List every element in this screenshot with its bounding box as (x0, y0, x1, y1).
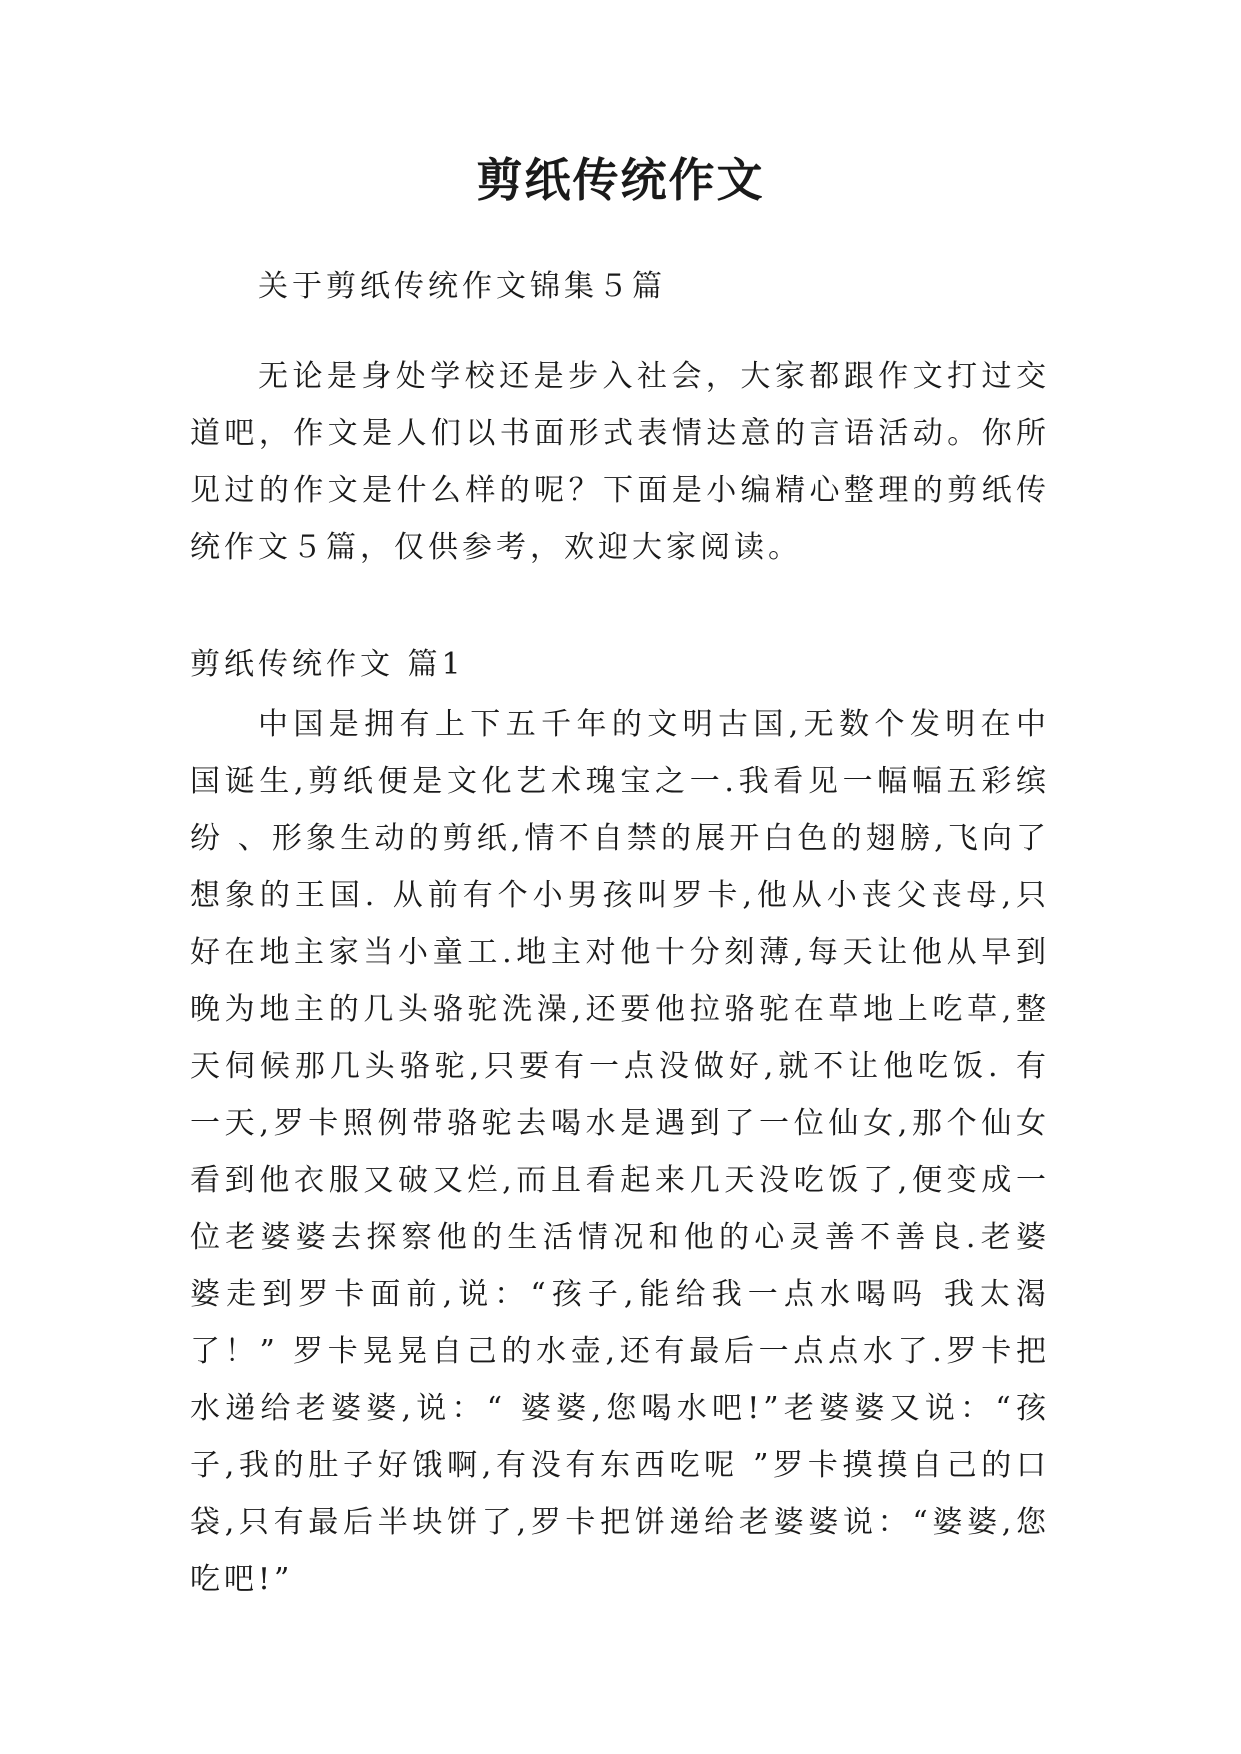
intro-paragraph: 无论是身处学校还是步入社会，大家都跟作文打过交道吧，作文是人们以书面形式表情达意的言语活动。你所见过的作文是什么样的呢？下面是小编精心整理的剪纸传统作文５篇，仅供参考，欢迎大家阅读。 (190, 359, 1050, 565)
section-body-paragraph: 中国是拥有上下五千年的文明古国,无数个发明在中国诞生,剪纸便是文化艺术瑰宝之一.我看见一幅幅五彩缤纷 、形象生动的剪纸,情不自禁的展开白色的翅膀,飞向了想象的王国. 从前有个小男孩叫罗卡,他从小丧父丧母,只好在地主家当小童工.地主对他十分刻薄,每天让他从早到晚为地主的几头骆驼洗澡,还要他拉骆驼在草地上吃草,整天伺候那几头骆驼,只要有一点没做好,就不让他吃饭. 有一天,罗卡照例带骆驼去喝水是遇到了一位仙女,那个仙女看到他衣服又破又烂,而且看起来几天没吃饭了,便变成一位老婆婆去探察他的生活情况和他的心灵善不善良.老婆婆走到罗卡面前,说：“孩子,能给我一点水喝吗 我太渴了！” 罗卡晃晃自己的水壶,还有最后一点点水了.罗卡把水递给老婆婆,说：“ 婆婆,您喝水吧!”老婆婆又说：“孩子,我的肚子好饿啊,有没有东西吃呢 ”罗卡摸摸自己的口袋,只有最后半块饼了,罗卡把饼递给老婆婆说：“婆婆,您吃吧!” (190, 707, 1050, 1597)
section-heading: 剪纸传统作文 篇1 (190, 647, 465, 682)
document-subtitle: 关于剪纸传统作文锦集５篇 (258, 269, 666, 304)
document-title: 剪纸传统作文 (476, 153, 765, 207)
